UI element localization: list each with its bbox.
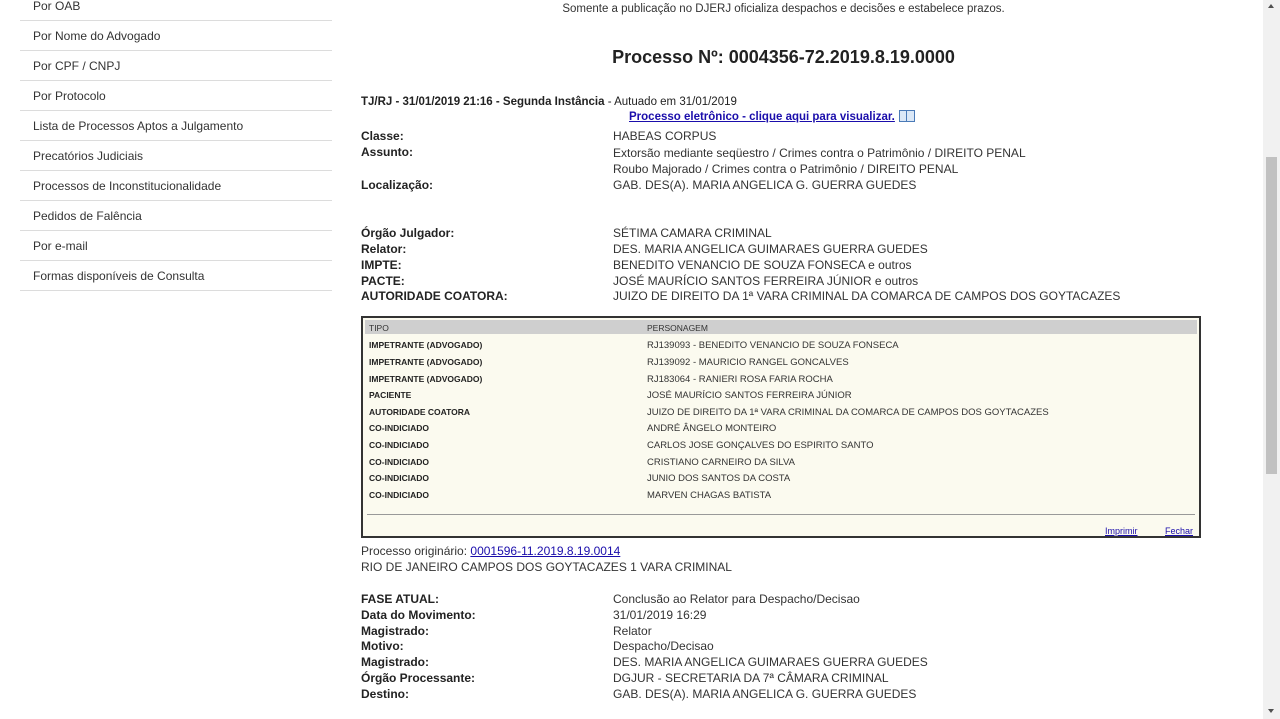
table-row (367, 404, 1195, 420)
localizacao-label: Localização: (361, 178, 434, 192)
sidebar-item-formas-consulta[interactable]: Formas disponíveis de Consulta (20, 261, 332, 291)
party-name: JUIZO DE DIREITO DA 1ª VARA CRIMINAL DA COMARCA DE CAMPOS DOS GOYTACAZES (647, 407, 1049, 418)
classe-label: Classe: (361, 129, 404, 143)
process-header-rest: - Autuado em 31/01/2019 (604, 96, 737, 108)
parties-table (361, 316, 1201, 538)
table-row (367, 487, 1195, 503)
fase-atual-value: Conclusão ao Relator para Despacho/Decisao (613, 592, 860, 606)
motivo-value: Despacho/Decisao (613, 639, 714, 653)
party-type: CO-INDICIADO (369, 440, 429, 450)
orgao-julgador-value: SÉTIMA CAMARA CRIMINAL (613, 226, 772, 240)
table-row (367, 337, 1195, 353)
sidebar-item-por-cpf-cnpj[interactable]: Por CPF / CNPJ (20, 51, 332, 81)
scrollbar-thumb[interactable] (1266, 157, 1277, 474)
col-personagem: PERSONAGEM (647, 323, 708, 333)
party-name: RJ139093 - BENEDITO VENANCIO DE SOUZA FONSECA (647, 340, 899, 351)
localizacao-value: GAB. DES(A). MARIA ANGELICA G. GUERRA GUEDES (613, 178, 917, 192)
table-row (367, 470, 1195, 486)
party-name: ANDRÉ ÂNGELO MONTEIRO (647, 423, 777, 434)
djerj-notice: Somente a publicação no DJERJ oficializa despachos e decisões e estabelece prazos. (562, 3, 1005, 15)
pacte-value: JOSÉ MAURÍCIO SANTOS FERREIRA JÚNIOR e outros (613, 274, 919, 288)
party-type: CO-INDICIADO (369, 473, 429, 483)
party-name: RJ139092 - MAURICIO RANGEL GONCALVES (647, 357, 849, 368)
party-name: CRISTIANO CARNEIRO DA SILVA (647, 457, 795, 468)
party-name: JOSÉ MAURÍCIO SANTOS FERREIRA JÚNIOR (647, 390, 852, 401)
sidebar-item-por-protocolo[interactable]: Por Protocolo (20, 81, 332, 111)
vertical-scrollbar[interactable] (1263, 0, 1280, 719)
party-name: MARVEN CHAGAS BATISTA (647, 490, 772, 501)
party-name: RJ183064 - RANIERI ROSA FARIA ROCHA (647, 374, 833, 385)
sidebar-item-por-nome-advogado[interactable]: Por Nome do Advogado (20, 21, 332, 51)
impte-label: IMPTE: (361, 258, 402, 272)
sidebar-item-por-email[interactable]: Por e-mail (20, 231, 332, 261)
table-row (367, 371, 1195, 387)
sidebar-item-inconstitucionalidade[interactable]: Processos de Inconstitucionalidade (20, 171, 332, 201)
magistrado-label-2: Magistrado: (361, 655, 430, 669)
original-comarca: RIO DE JANEIRO CAMPOS DOS GOYTACAZES 1 VARA CRIMINAL (361, 560, 732, 574)
table-row (367, 387, 1195, 403)
party-name: JUNIO DOS SANTOS DA COSTA (647, 473, 791, 484)
assunto-value-1: Extorsão mediante seqüestro / Crimes contra o Patrimônio / DIREITO PENAL (613, 146, 1026, 160)
book-icon[interactable] (899, 110, 915, 122)
sidebar-item-lista-aptos-julgamento[interactable]: Lista de Processos Aptos a Julgamento (20, 111, 332, 141)
table-divider (367, 514, 1195, 515)
assunto-value-2: Roubo Majorado / Crimes contra o Patrimônio / DIREITO PENAL (613, 162, 959, 176)
sidebar-item-pedidos-falencia[interactable]: Pedidos de Falência (20, 201, 332, 231)
close-link[interactable]: Fechar (1165, 526, 1194, 536)
party-type: IMPETRANTE (ADVOGADO) (369, 357, 483, 367)
data-movimento-value: 31/01/2019 16:29 (613, 608, 707, 622)
orgao-processante-value: DGJUR - SECRETARIA DA 7ª CÂMARA CRIMINAL (613, 671, 889, 685)
col-tipo: TIPO (369, 323, 389, 333)
sidebar-menu (20, 0, 332, 291)
table-row (367, 420, 1195, 436)
electronic-process-link-label[interactable]: Processo eletrônico - clique aqui para visualizar. (629, 111, 895, 124)
magistrado-label-1: Magistrado: (361, 624, 430, 638)
original-process-link[interactable]: 0001596-11.2019.8.19.0014 (470, 544, 621, 558)
sidebar-item-precatorios[interactable]: Precatórios Judiciais (20, 141, 332, 171)
magistrado-value-2: DES. MARIA ANGELICA GUIMARAES GUERRA GUEDES (613, 655, 928, 669)
assunto-label: Assunto: (361, 145, 413, 159)
original-process (361, 544, 620, 558)
impte-value: BENEDITO VENANCIO DE SOUZA FONSECA e outros (613, 258, 912, 272)
orgao-processante-label: Órgão Processante: (361, 671, 476, 685)
party-type: CO-INDICIADO (369, 423, 429, 433)
table-row (367, 437, 1195, 453)
autoridade-coatora-value: JUIZO DE DIREITO DA 1ª VARA CRIMINAL DA COMARCA DE CAMPOS DOS GOYTACAZES (613, 289, 1121, 303)
process-header-line (361, 96, 737, 108)
party-type: PACIENTE (369, 390, 412, 400)
print-link[interactable]: Imprimir (1105, 526, 1138, 536)
scroll-down-arrow-icon[interactable] (1268, 709, 1274, 713)
table-row (367, 354, 1195, 370)
party-type: CO-INDICIADO (369, 490, 429, 500)
party-type: AUTORIDADE COATORA (369, 407, 471, 417)
relator-label: Relator: (361, 242, 407, 256)
autoridade-coatora-label: AUTORIDADE COATORA: (361, 289, 508, 303)
motivo-label: Motivo: (361, 639, 404, 653)
pacte-label: PACTE: (361, 274, 405, 288)
party-name: CARLOS JOSE GONÇALVES DO ESPIRITO SANTO (647, 440, 874, 451)
electronic-process-link[interactable] (629, 111, 915, 123)
destino-value: GAB. DES(A). MARIA ANGELICA G. GUERRA GUEDES (613, 687, 917, 701)
fase-atual-label: FASE ATUAL: (361, 592, 439, 606)
destino-label: Destino: (361, 687, 409, 701)
relator-value: DES. MARIA ANGELICA GUIMARAES GUERRA GUEDES (613, 242, 928, 256)
data-movimento-label: Data do Movimento: (361, 608, 476, 622)
classe-value: HABEAS CORPUS (613, 129, 717, 143)
page-title: Processo Nº: 0004356-72.2019.8.19.0000 (612, 47, 955, 67)
parties-table-header (365, 320, 1197, 334)
process-header-bold: TJ/RJ - 31/01/2019 21:16 - Segunda Instância (361, 96, 605, 108)
party-type: IMPETRANTE (ADVOGADO) (369, 374, 483, 384)
party-type: CO-INDICIADO (369, 457, 429, 467)
original-process-label: Processo originário: (361, 544, 471, 558)
orgao-julgador-label: Órgão Julgador: (361, 226, 455, 240)
sidebar-item-por-oab[interactable]: Por OAB (20, 0, 332, 21)
magistrado-value-1: Relator (613, 624, 652, 638)
scroll-up-arrow-icon[interactable] (1268, 4, 1274, 8)
table-row (367, 454, 1195, 470)
party-type: IMPETRANTE (ADVOGADO) (369, 340, 483, 350)
